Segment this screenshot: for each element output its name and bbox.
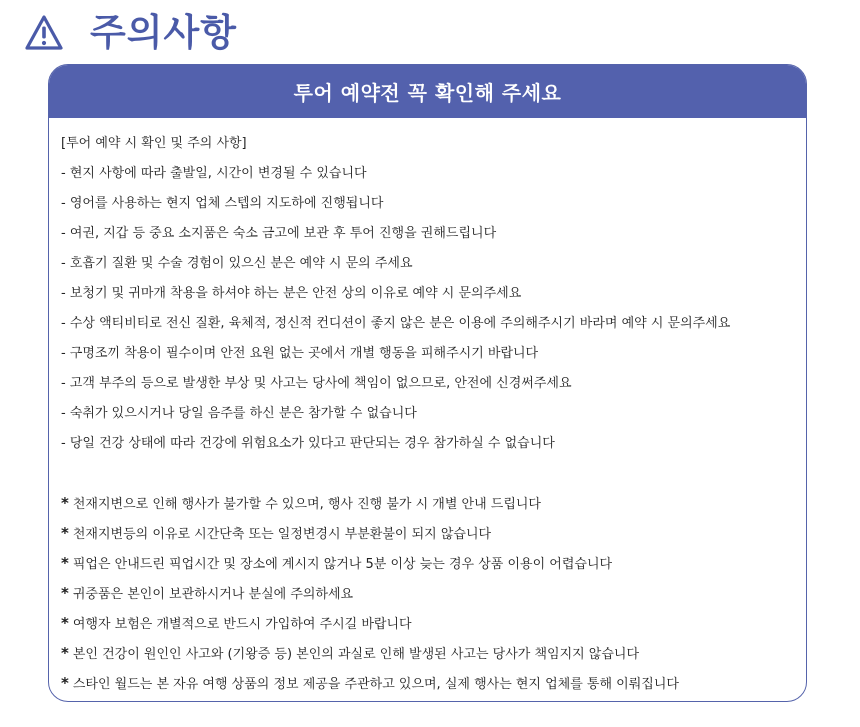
list-item: - 보청기 및 귀마개 착용을 하셔야 하는 분은 안전 상의 이유로 예약 시 문의주세요 <box>61 286 522 301</box>
notice-card <box>48 64 807 702</box>
warning-triangle-icon <box>24 14 64 52</box>
banner-text: 투어 예약전 꼭 확인해 주세요 <box>293 81 562 105</box>
notice-banner <box>49 65 806 118</box>
note-item <box>61 488 798 518</box>
note-item <box>61 638 798 668</box>
notes-list <box>61 488 798 698</box>
list-item: - 수상 액티비티로 전신 질환, 육체적, 정신적 컨디션이 좋지 않은 분은 이용에 주의해주시기 바라며 예약 시 문의주세요 <box>61 316 731 331</box>
note-marker: * <box>61 524 69 542</box>
note-marker: * <box>61 554 69 572</box>
section-heading: [투어 예약 시 확인 및 주의 사항] <box>61 136 247 151</box>
note-text: 본인 건강이 원인인 사고와 (기왕증 등) 본인의 과실로 인해 발생된 사고는 당사가 책임지지 않습니다 <box>72 647 640 662</box>
list-item: - 영어를 사용하는 현지 업체 스텝의 지도하에 진행됩니다 <box>61 196 384 211</box>
note-text: 스타인 월드는 본 자유 여행 상품의 정보 제공을 주관하고 있으며, 실제 행사는 현지 업체를 통해 이뤄집니다 <box>72 677 679 692</box>
note-marker: * <box>61 614 69 632</box>
note-text: 천재지변으로 인해 행사가 불가할 수 있으며, 행사 진행 불가 시 개별 안내 드립니다 <box>72 497 541 512</box>
list-item: - 여권, 지갑 등 중요 소지품은 숙소 금고에 보관 후 투어 진행을 권해드립니다 <box>61 226 497 241</box>
note-item <box>61 668 798 698</box>
note-text: 천재지변등의 이유로 시간단축 또는 일정변경시 부분환불이 되지 않습니다 <box>72 527 492 542</box>
note-text: 픽업은 안내드린 픽업시간 및 장소에 계시지 않거나 5분 이상 늦는 경우 상품 이용이 어렵습니다 <box>72 557 613 572</box>
note-item <box>61 548 798 578</box>
list-item: - 구명조끼 착용이 필수이며 안전 요원 없는 곳에서 개별 행동을 피해주시기 바랍니다 <box>61 346 539 361</box>
list-item: - 호흡기 질환 및 수술 경험이 있으신 분은 예약 시 문의 주세요 <box>61 256 413 271</box>
note-item <box>61 578 798 608</box>
page-header <box>24 8 237 58</box>
note-item <box>61 608 798 638</box>
note-marker: * <box>61 674 69 692</box>
note-marker: * <box>61 584 69 602</box>
note-text: 여행자 보험은 개별적으로 반드시 가입하여 주시길 바랍니다 <box>72 617 412 632</box>
page-title: 주의사항 <box>90 11 237 54</box>
list-item: - 현지 사항에 따라 출발일, 시간이 변경될 수 있습니다 <box>61 166 367 181</box>
note-item <box>61 518 798 548</box>
note-marker: * <box>61 644 69 662</box>
list-item: - 고객 부주의 등으로 발생한 부상 및 사고는 당사에 책임이 없으므로, 안전에 신경써주세요 <box>61 376 572 391</box>
list-item: - 당일 건강 상태에 따라 건강에 위험요소가 있다고 판단되는 경우 참가하실 수 없습니다 <box>61 436 555 451</box>
note-text: 귀중품은 본인이 보관하시거나 분실에 주의하세요 <box>72 587 354 602</box>
list-item: - 숙취가 있으시거나 당일 음주를 하신 분은 참가할 수 없습니다 <box>61 406 417 421</box>
notice-content <box>61 129 798 698</box>
note-marker: * <box>61 494 69 512</box>
